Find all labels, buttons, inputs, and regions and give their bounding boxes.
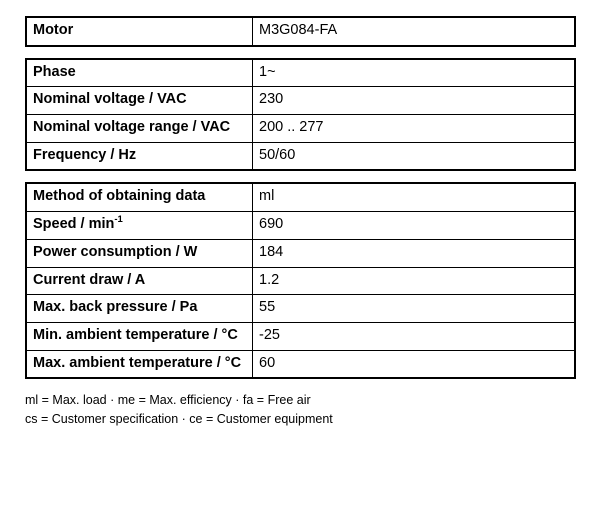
power-consumption-value: 184 <box>253 239 576 267</box>
footnote-line-2: cs = Customer specification · ce = Customer equipment <box>25 412 333 426</box>
max-back-pressure-value: 55 <box>253 295 576 323</box>
current-draw-label: Current draw / A <box>26 267 253 295</box>
table-row <box>26 183 575 211</box>
nominal-voltage-range-label: Nominal voltage range / VAC <box>26 115 253 143</box>
speed-label-text: Speed / min <box>33 216 115 233</box>
table-row <box>26 322 575 350</box>
frequency-label: Frequency / Hz <box>26 142 253 170</box>
table-row <box>26 267 575 295</box>
table-row <box>26 87 575 115</box>
spacer <box>25 47 576 58</box>
table-row <box>26 59 575 87</box>
phase-value: 1~ <box>253 59 576 87</box>
footnote-line-1: ml = Max. load · me = Max. efficiency · fa = Free air <box>25 393 311 408</box>
speed-label <box>26 212 253 240</box>
current-draw-value: 1.2 <box>253 267 576 295</box>
performance-table <box>25 182 576 379</box>
footnotes <box>25 391 576 429</box>
table-row <box>26 295 575 323</box>
motor-header-table <box>25 16 576 47</box>
electrical-table <box>25 58 576 172</box>
min-ambient-temperature-label: Min. ambient temperature / °C <box>26 322 253 350</box>
phase-label: Phase <box>26 59 253 87</box>
speed-label-exponent: -1 <box>114 214 123 226</box>
nominal-voltage-value: 230 <box>253 87 576 115</box>
table-row <box>26 115 575 143</box>
table-row <box>26 142 575 170</box>
table-row <box>26 239 575 267</box>
frequency-value: 50/60 <box>253 142 576 170</box>
speed-value: 690 <box>253 212 576 240</box>
table-row <box>26 17 575 46</box>
method-of-obtaining-data-label: Method of obtaining data <box>26 183 253 211</box>
method-of-obtaining-data-value: ml <box>253 183 576 211</box>
nominal-voltage-range-value: 200 .. 277 <box>253 115 576 143</box>
power-consumption-label: Power consumption / W <box>26 239 253 267</box>
table-row <box>26 212 575 240</box>
table-row <box>26 350 575 378</box>
motor-value: M3G084-FA <box>253 17 576 46</box>
max-ambient-temperature-value: 60 <box>253 350 576 378</box>
max-back-pressure-label: Max. back pressure / Pa <box>26 295 253 323</box>
max-ambient-temperature-label: Max. ambient temperature / °C <box>26 350 253 378</box>
nominal-voltage-label: Nominal voltage / VAC <box>26 87 253 115</box>
motor-label: Motor <box>26 17 253 46</box>
spec-sheet <box>25 16 576 429</box>
spacer <box>25 171 576 182</box>
min-ambient-temperature-value: -25 <box>253 322 576 350</box>
